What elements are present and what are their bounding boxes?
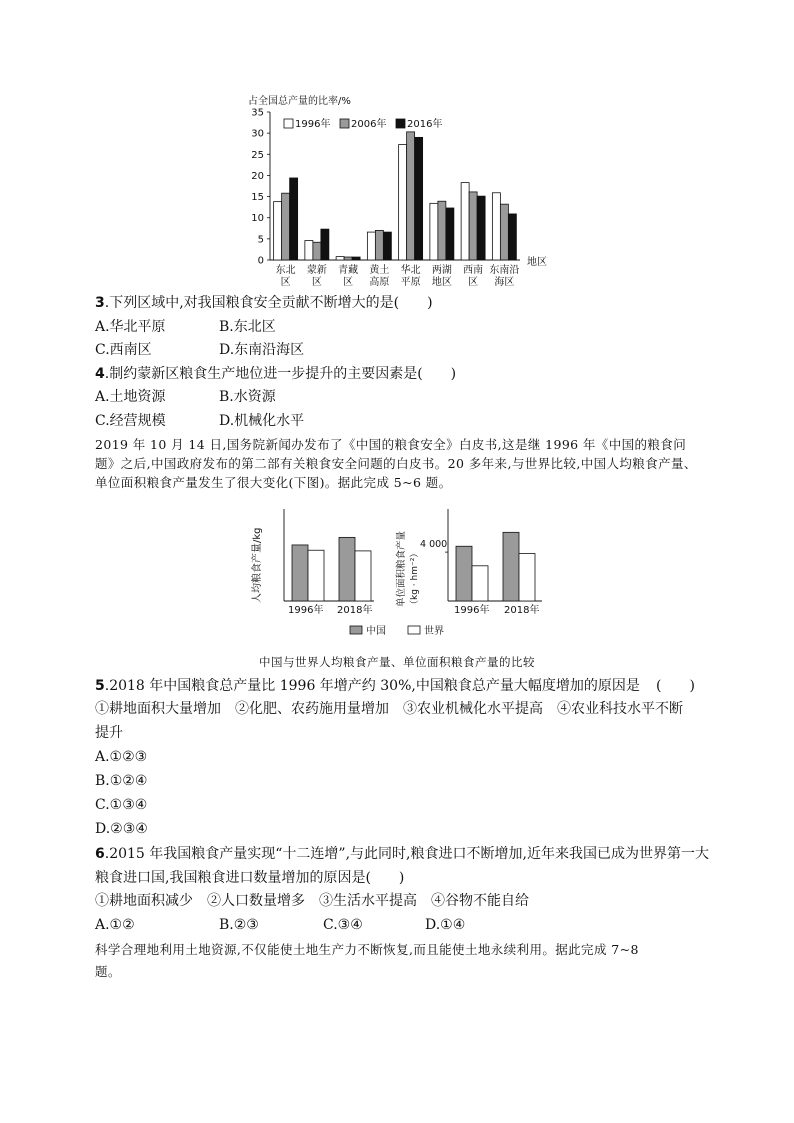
question-4-option-c: C.经营规模 xyxy=(95,413,166,429)
c2-left-bar-中国-2018年 xyxy=(339,537,355,601)
question-4-option-a: A.土地资源 xyxy=(95,389,166,405)
chart1-category-label: 东北 xyxy=(275,265,296,276)
chart1-bar-1996年-2 xyxy=(336,257,344,260)
chart1-tick-label: 5 xyxy=(257,234,264,246)
chart1-bar-1996年-5 xyxy=(430,203,438,260)
chart1-bar-2006年-1 xyxy=(313,242,321,260)
chart1-bars xyxy=(274,132,517,260)
chart1-bar-2016年-1 xyxy=(321,229,329,260)
chart1-tick-label: 0 xyxy=(257,255,264,267)
chart1-tick-label: 30 xyxy=(251,128,264,140)
chart1-category-label: 东南沿 xyxy=(489,265,520,276)
chart1-bar-1996年-6 xyxy=(461,183,469,260)
chart2-right-ylabel: 单位面积粮食产量 xyxy=(396,530,407,607)
chart1-bar-1996年-0 xyxy=(274,202,282,260)
legend-label-2006: 2006年 xyxy=(351,119,387,130)
question-4-number: 4 xyxy=(95,366,105,382)
chart2-right-year-2018: 2018年 xyxy=(504,605,540,616)
question-5-option-d: D.②③④ xyxy=(95,821,148,837)
question-6-option-d: D.①④ xyxy=(425,917,466,933)
chart2-right-tick: 4 000 xyxy=(420,539,448,550)
question-6-options: ①耕地面积减少 ②人口数量增多 ③生活水平提高 ④谷物不能自给 xyxy=(95,893,529,909)
chart1-bar-2006年-4 xyxy=(407,132,415,260)
chart2-left-plot xyxy=(284,509,374,601)
question-5-bracket: ( ) xyxy=(656,678,695,694)
question-4-option-d: D.机械化水平 xyxy=(219,413,305,429)
question-5-options-line2: 提升 xyxy=(95,725,123,741)
chart1-categories xyxy=(276,263,520,288)
chart1-category-label: 黄土 xyxy=(369,265,390,276)
c2-left-bar-中国-1996年 xyxy=(292,545,308,601)
chart1-bar-1996年-1 xyxy=(305,241,313,260)
chart2-legend-label-world: 世界 xyxy=(424,626,444,637)
question-6-number: 6 xyxy=(95,846,105,862)
chart1-category-label: 地区 xyxy=(431,277,452,288)
c2-left-bar-世界-1996年 xyxy=(308,550,324,601)
question-3-text: .下列区域中,对我国粮食安全贡献不断增大的是( ) xyxy=(104,295,433,311)
chart2-caption: 中国与世界人均粮食产量、单位面积粮食产量的比较 xyxy=(259,655,535,669)
question-5-option-c: C.①③④ xyxy=(95,797,148,813)
chart1-tick-label: 20 xyxy=(251,170,264,182)
regional-share-chart xyxy=(230,88,570,293)
chart1-bar-2006年-5 xyxy=(438,201,446,260)
chart1-category-label: 海区 xyxy=(494,277,515,288)
legend-swatch-2016 xyxy=(396,119,405,128)
chart2-left-ylabel: 人均粮食产量/kg xyxy=(252,527,263,603)
question-5-number: 5 xyxy=(95,678,105,694)
legend-swatch-2006 xyxy=(340,119,349,128)
question-5-text: .2018 年中国粮食总产量比 1996 年增产约 30%,中国粮食总产量大幅度增加的原因是 xyxy=(104,678,640,694)
chart2-legend-label-china: 中国 xyxy=(366,626,386,637)
chart2-left-year-1996: 1996年 xyxy=(288,605,324,616)
question-6-text: .2015 年我国粮食产量实现“十二连增”,与此同时,粮食进口不断增加,近年来我国已成为世界第一大 xyxy=(104,846,709,862)
chart1-tick-label: 25 xyxy=(251,149,264,161)
chart1-bar-2016年-5 xyxy=(446,208,454,260)
passage-7-8-line1: 科学合理地利用土地资源,不仅能使土地生产力不断恢复,而且能使土地永续利用。据此完成 7~8 xyxy=(95,942,639,957)
chart1-tick-label: 10 xyxy=(251,213,264,225)
question-6-stem-line1 xyxy=(95,845,709,863)
legend-swatch-1996 xyxy=(284,119,293,128)
chart1-bar-2016年-3 xyxy=(383,232,391,260)
question-3-option-d: D.东南沿海区 xyxy=(219,342,305,358)
chart1-bar-2006年-3 xyxy=(375,230,383,260)
chart2-legend-swatch-china xyxy=(350,626,362,634)
chart1-y-ticks xyxy=(251,108,270,267)
chart1-category-label: 区 xyxy=(311,277,322,288)
chart1-bar-2006年-2 xyxy=(344,257,352,260)
legend-label-2016: 2016年 xyxy=(407,119,443,130)
question-6-stem-line2: 粮食进口国,我国粮食进口数量增加的原因是( ) xyxy=(95,870,405,886)
chart1-bar-1996年-7 xyxy=(492,193,500,260)
chart1-bar-2006年-6 xyxy=(469,192,477,260)
chart1-category-label: 西南 xyxy=(463,265,484,276)
chart2-right-year-1996: 1996年 xyxy=(454,605,490,616)
chart1-category-label: 两湖 xyxy=(431,265,452,276)
chart1-category-label: 区 xyxy=(343,277,354,288)
chart1-category-label: 高原 xyxy=(369,277,390,288)
chart1-category-label: 平原 xyxy=(400,277,421,288)
chart2-right-unit: （kg · hm⁻²） xyxy=(410,548,420,609)
chart1-bar-2016年-4 xyxy=(415,137,423,260)
question-6-option-c: C.③④ xyxy=(323,917,363,933)
chart2-right-plot xyxy=(445,509,542,601)
china-world-comparison-chart xyxy=(240,505,560,645)
c2-left-bar-世界-2018年 xyxy=(355,551,371,601)
chart1-bar-2016年-6 xyxy=(477,196,485,260)
c2-right-bar-中国-2018年 xyxy=(503,532,519,601)
legend-label-1996: 1996年 xyxy=(295,119,331,130)
chart1-bar-2016年-7 xyxy=(508,214,516,260)
chart1-category-label: 区 xyxy=(468,277,479,288)
question-3-number: 3 xyxy=(95,295,105,311)
question-3-stem xyxy=(95,294,433,312)
c2-right-bar-中国-1996年 xyxy=(456,546,472,601)
chart1-category-label: 蒙新 xyxy=(306,265,327,276)
chart1-category-label: 区 xyxy=(280,277,291,288)
chart1-category-label: 华北 xyxy=(400,265,421,276)
question-5-options-line1: ①耕地面积大量增加 ②化肥、农药施用量增加 ③农业机械化水平提高 ④农业科技水平不断 xyxy=(95,701,683,717)
question-3-option-c: C.西南区 xyxy=(95,342,152,358)
chart1-xlabel: 地区 xyxy=(527,257,547,268)
question-5-stem xyxy=(95,677,640,695)
question-6-option-a: A.①② xyxy=(95,917,135,933)
chart1-bar-2016年-2 xyxy=(352,257,360,260)
question-3-option-b: B.东北区 xyxy=(219,319,276,335)
chart1-bar-1996年-4 xyxy=(399,145,407,260)
c2-right-bar-世界-1996年 xyxy=(472,566,488,601)
chart1-bar-2006年-7 xyxy=(500,204,508,260)
passage-5-6: 2019 年 10 月 14 日,国务院新闻办发布了《中国的粮食安全》白皮书,这是继 1996 年《中国的粮食问题》之后,中国政府发布的第二部有关粮食安全问题的白皮书。20 多年来,与世界比较,中国人均粮食产量、单位面积粮食产量发生了很大变化(下图)。据此完成 5~6 题。 xyxy=(95,437,697,490)
chart1-bar-2016年-0 xyxy=(290,178,298,260)
question-4-option-b: B.水资源 xyxy=(219,389,276,405)
chart1-category-label: 青藏 xyxy=(338,265,359,276)
chart1-tick-label: 15 xyxy=(251,192,264,204)
chart1-legend xyxy=(284,117,442,130)
chart2-left-year-2018: 2018年 xyxy=(337,605,373,616)
question-5-option-b: B.①②④ xyxy=(95,773,148,789)
chart1-bar-2006年-0 xyxy=(282,193,290,260)
question-5-option-a: A.①②③ xyxy=(95,749,148,765)
chart1-tick-label: 35 xyxy=(251,107,264,119)
chart2-legend-swatch-world xyxy=(408,626,420,634)
question-4-stem xyxy=(95,365,456,383)
chart1-ylabel: 占全国总产量的比率/% xyxy=(248,96,351,107)
question-3-option-a: A.华北平原 xyxy=(95,319,166,335)
question-4-text: .制约蒙新区粮食生产地位进一步提升的主要因素是( ) xyxy=(104,366,457,382)
passage-7-8-line2: 题。 xyxy=(95,964,121,979)
c2-right-bar-世界-2018年 xyxy=(519,554,535,601)
chart1-bar-1996年-3 xyxy=(367,232,375,260)
question-6-option-b: B.②③ xyxy=(219,917,259,933)
